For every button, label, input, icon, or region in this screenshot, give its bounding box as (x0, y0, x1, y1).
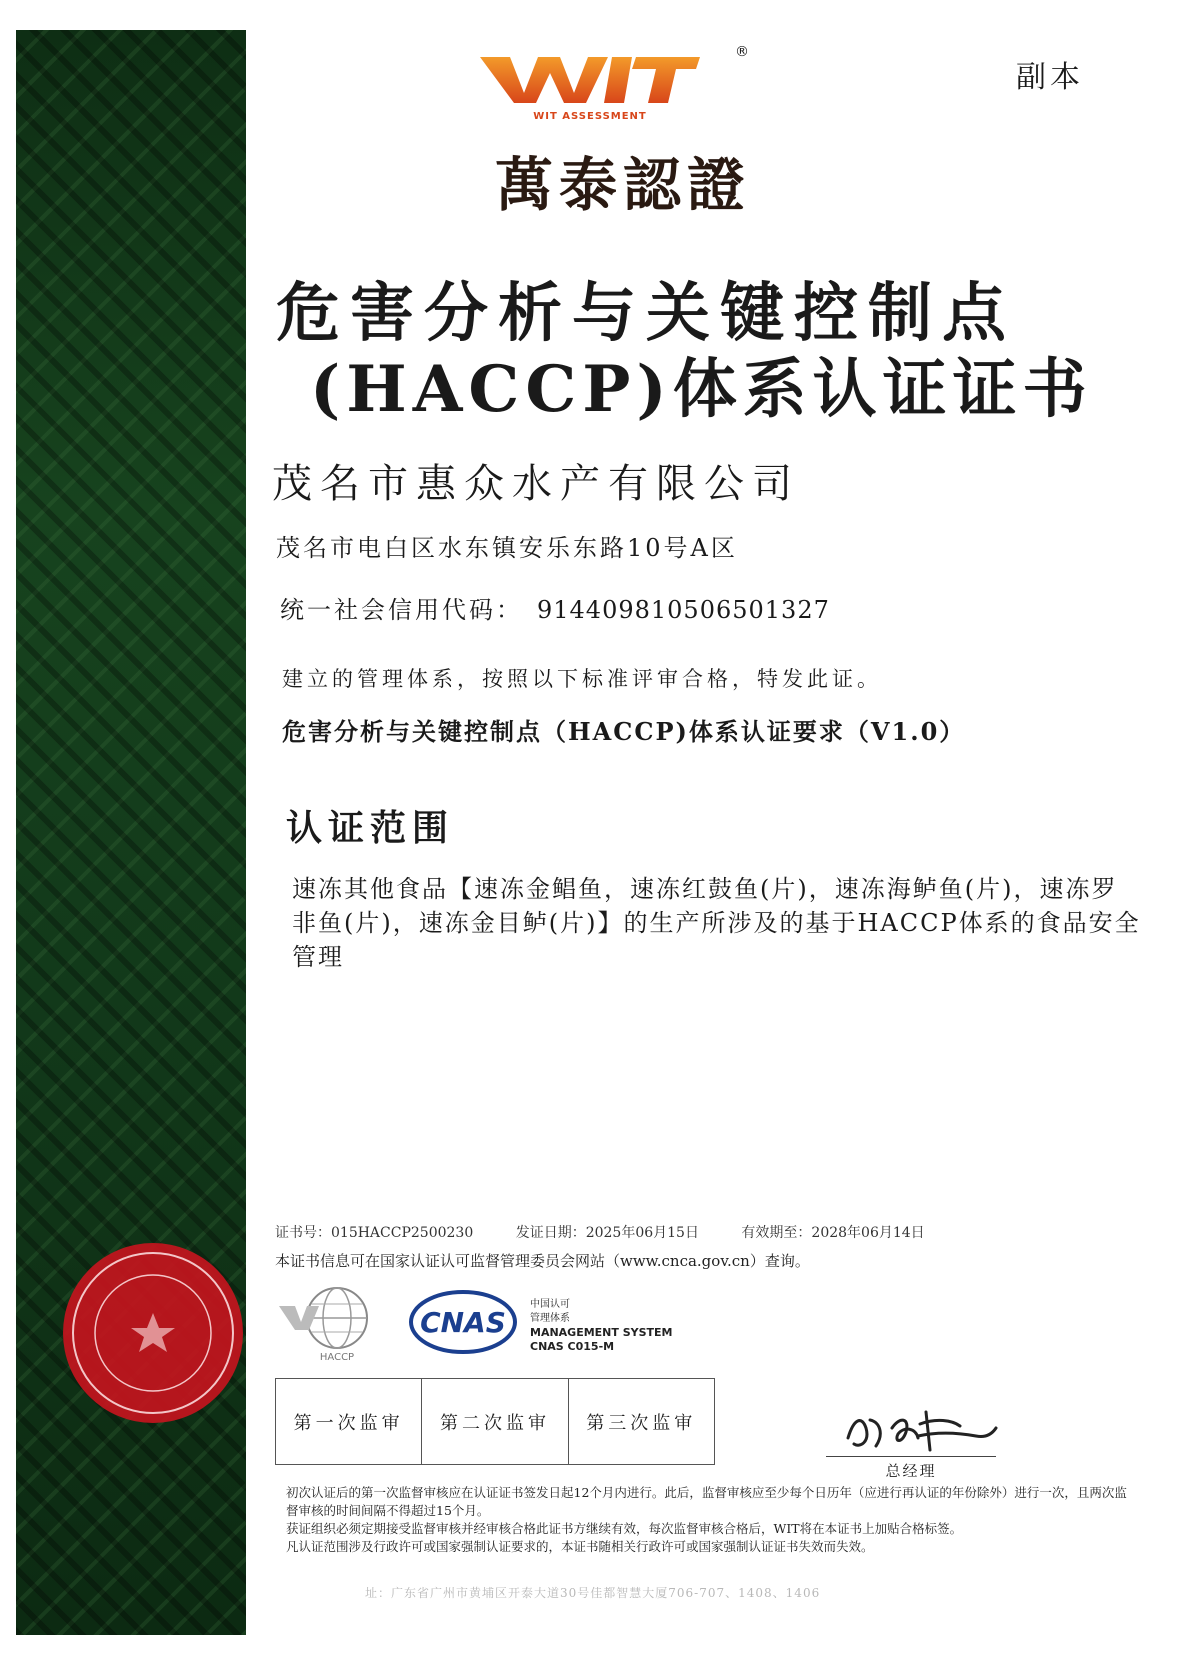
certificate-title-line1: 危害分析与关键控制点 (276, 276, 1016, 351)
general-manager-signature (840, 1398, 1000, 1458)
wit-logo-tagline: WIT ASSESSMENT (533, 111, 647, 122)
note-line: 凡认证范围涉及行政许可或国家强制认证要求的，本证书随相关行政许可或国家强制认证证书失效而失效。 (286, 1539, 874, 1554)
cnas-line4: CNAS C015-M (530, 1340, 615, 1353)
expiry-date: 有效期至：2028年06月14日 (741, 1225, 925, 1241)
verification-note: 本证书信息可在国家认证认可监督管理委员会网站（www.cnca.gov.cn）查询。 (275, 1252, 810, 1270)
haccp-logo-label: HACCP (319, 1352, 355, 1362)
cnas-line2: 管理体系 (530, 1313, 570, 1324)
cnas-line1: 中国认可 (530, 1299, 570, 1310)
haccp-globe-logo (275, 1282, 395, 1362)
issue-date: 发证日期：2025年06月15日 (515, 1225, 699, 1241)
certificate-title-line2: (HACCP)体系认证证书 (310, 352, 1093, 427)
audit-cell-second: 第二次监审 (422, 1379, 568, 1464)
cnas-line3: MANAGEMENT SYSTEM (530, 1326, 673, 1339)
note-line: 初次认证后的第一次监督审核应在认证证书签发日起12个月内进行。此后，监督审核应至少每个日历年（应进行再认证的年份除外）进行一次，且两次监督审核的时间间隔不得超过15个月。 (286, 1485, 1127, 1518)
certification-standard: 危害分析与关键控制点（HACCP)体系认证要求（V1.0） (282, 717, 966, 746)
certificate-meta (275, 1222, 963, 1242)
signature-line (826, 1456, 996, 1457)
footer-address: 址：广东省广州市黄埔区开泰大道30号佳都智慧大厦706-707、1408、1406 (365, 1586, 821, 1600)
certification-statement: 建立的管理体系，按照以下标准评审合格，特发此证。 (282, 667, 882, 691)
copy-mark: 副本 (1016, 60, 1084, 95)
company-name: 茂名市惠众水产有限公司 (272, 461, 800, 507)
surveillance-audit-table (275, 1378, 715, 1465)
note-line: 获证组织必须定期接受监督审核并经审核合格此证书方继续有效，每次监督审核合格后，WIT将在本证书上加贴合格标签。 (286, 1521, 963, 1536)
cnas-logo-text: CNAS (420, 1306, 506, 1339)
certificate-notes (286, 1484, 1136, 1556)
certificate-number: 证书号：015HACCP2500230 (275, 1225, 474, 1241)
company-seal (58, 1238, 248, 1428)
cnas-accreditation-info (530, 1298, 673, 1354)
cnas-logo (408, 1288, 518, 1356)
logo-chinese-name: 萬泰認證 (494, 151, 751, 219)
signer-title: 总经理 (885, 1462, 937, 1480)
registered-mark: ® (735, 44, 749, 60)
credit-code-value: 914409810506501327 (537, 596, 830, 624)
credit-code-row (280, 590, 830, 625)
credit-code-label: 统一社会信用代码： (280, 596, 523, 624)
audit-cell-third: 第三次监审 (586, 1412, 697, 1434)
scope-heading: 认证范围 (286, 807, 455, 849)
scope-text: 速冻其他食品【速冻金鲳鱼，速冻红鼓鱼(片)，速冻海鲈鱼(片)，速冻罗非鱼(片)，速冻金目鲈(片)】的生产所涉及的基于HACCP体系的食品安全管理 (292, 875, 1141, 971)
audit-cell-first: 第一次监审 (276, 1379, 422, 1464)
company-address: 茂名市电白区水东镇安乐东路10号A区 (276, 534, 738, 562)
